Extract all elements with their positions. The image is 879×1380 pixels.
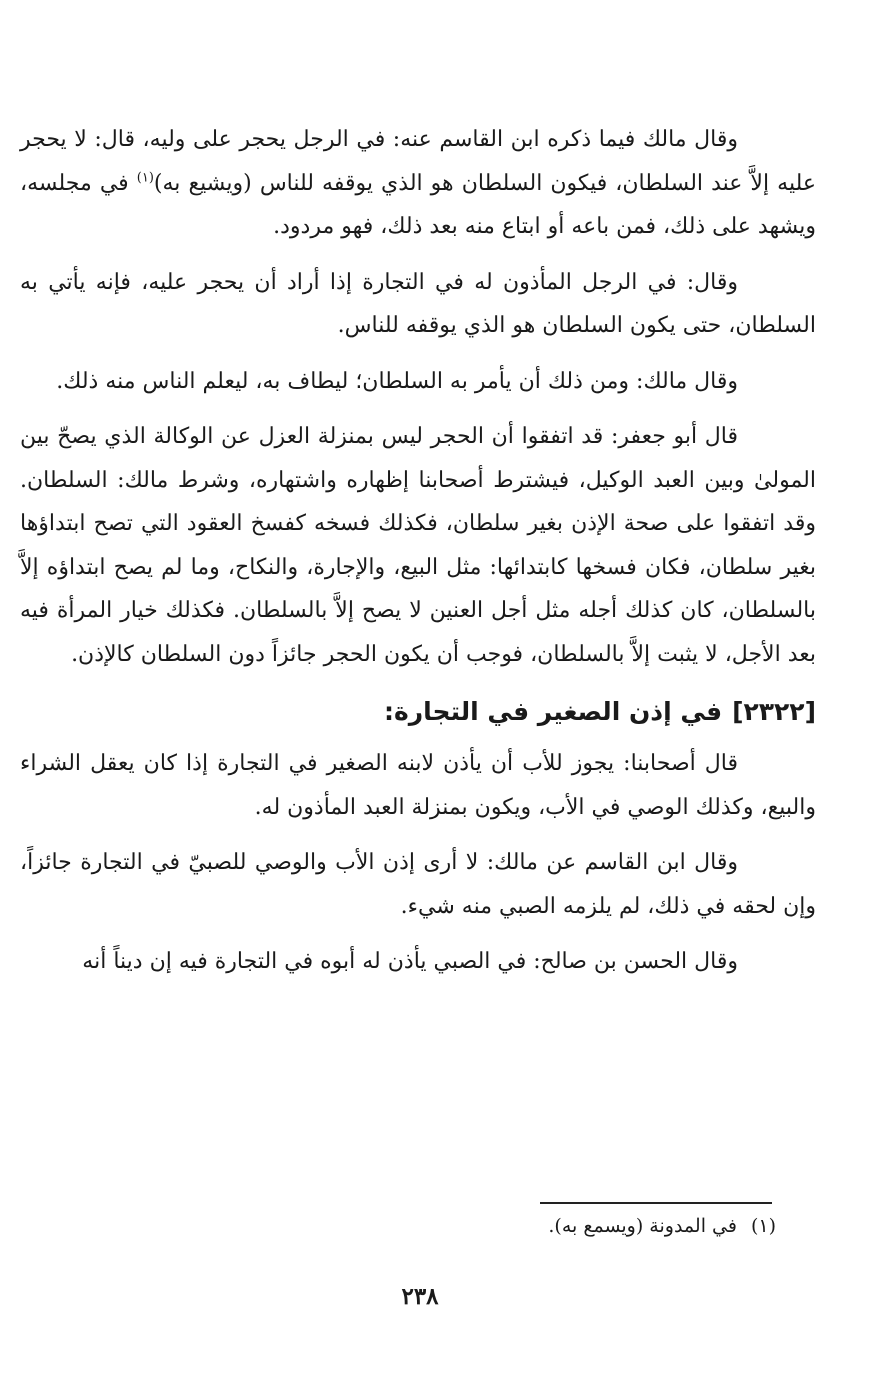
paragraph-1	[20, 118, 816, 249]
section-paragraph-3: وقال الحسن بن صالح: في الصبي يأذن له أبوه في التجارة فيه إن ديناً أنه	[82, 949, 738, 974]
footnote-divider	[540, 1202, 772, 1204]
paragraph-3: وقال مالك: ومن ذلك أن يأمر به السلطان؛ ليطاف به، ليعلم الناس منه ذلك.	[56, 368, 738, 394]
section-paragraph-2: وقال ابن القاسم عن مالك: لا أرى إذن الأب والوصي للصبيّ في التجارة جائزاً، وإن لحقه في ذلك، لم يلزمه الصبي منه شيء.	[20, 850, 816, 919]
section-title: في إذن الصغير في التجارة:	[384, 697, 723, 726]
section-heading	[20, 690, 816, 734]
footnote-text: في المدونة (ويسمع به).	[548, 1215, 737, 1237]
paragraph-1-text-after: في مجلسه، ويشهد على ذلك، فمن باعه أو ابتاع منه بعد ذلك، فهو مردود.	[20, 170, 816, 239]
paragraph-2: وقال: في الرجل المأذون له في التجارة إذا أراد أن يحجر عليه، فإنه يأتي به السلطان، حتى يكون السلطان هو الذي يوقفه للناس.	[20, 269, 816, 338]
paragraph-1-text-before: وقال مالك فيما ذكره ابن القاسم عنه: في الرجل يحجر على وليه، قال: لا يحجر عليه إلاَّ عند السلطان، فيكون السلطان هو الذي يوقفه للناس (ويشيع به)	[20, 127, 816, 196]
section-number: [٢٣٢٢]	[732, 697, 816, 726]
page-body	[20, 118, 816, 984]
paragraph-4: قال أبو جعفر: قد اتفقوا أن الحجر ليس بمنزلة العزل عن الوكالة الذي يصحّ بين المولىٰ وبين العبد الوكيل، فيشترط أصحابنا إظهاره واشتهاره، وشرط مالك: السلطان. وقد اتفقوا على صحة الإذن بغير سلطان، فكذلك فسخه كفسخ العقود التي تصح ابتداؤها بغير سلطان، فكان فسخها كابتدائها: مثل البيع، والإجارة، والنكاح، وما لم يصح ابتداؤه إلاَّ بالسلطان، كان كذلك أجله مثل أجل العنين لا يصح إلاَّ بالسلطان. فكذلك خيار المرأة فيه بعد الأجل، لا يثبت إلاَّ بالسلطان، فوجب أن يكون الحجر جائزاً دون السلطان كالإذن.	[20, 424, 816, 667]
footnote	[360, 1212, 776, 1240]
footnote-number: (١)	[750, 1215, 776, 1237]
page-number: ٢٣٨	[401, 1283, 439, 1310]
section-paragraph-1: قال أصحابنا: يجوز للأب أن يأذن لابنه الصغير في التجارة إذا كان يعقل الشراء والبيع، وكذلك الوصي في الأب، ويكون بمنزلة العبد المأذون له.	[20, 751, 816, 820]
footnote-reference[interactable]: (١)	[136, 170, 154, 186]
